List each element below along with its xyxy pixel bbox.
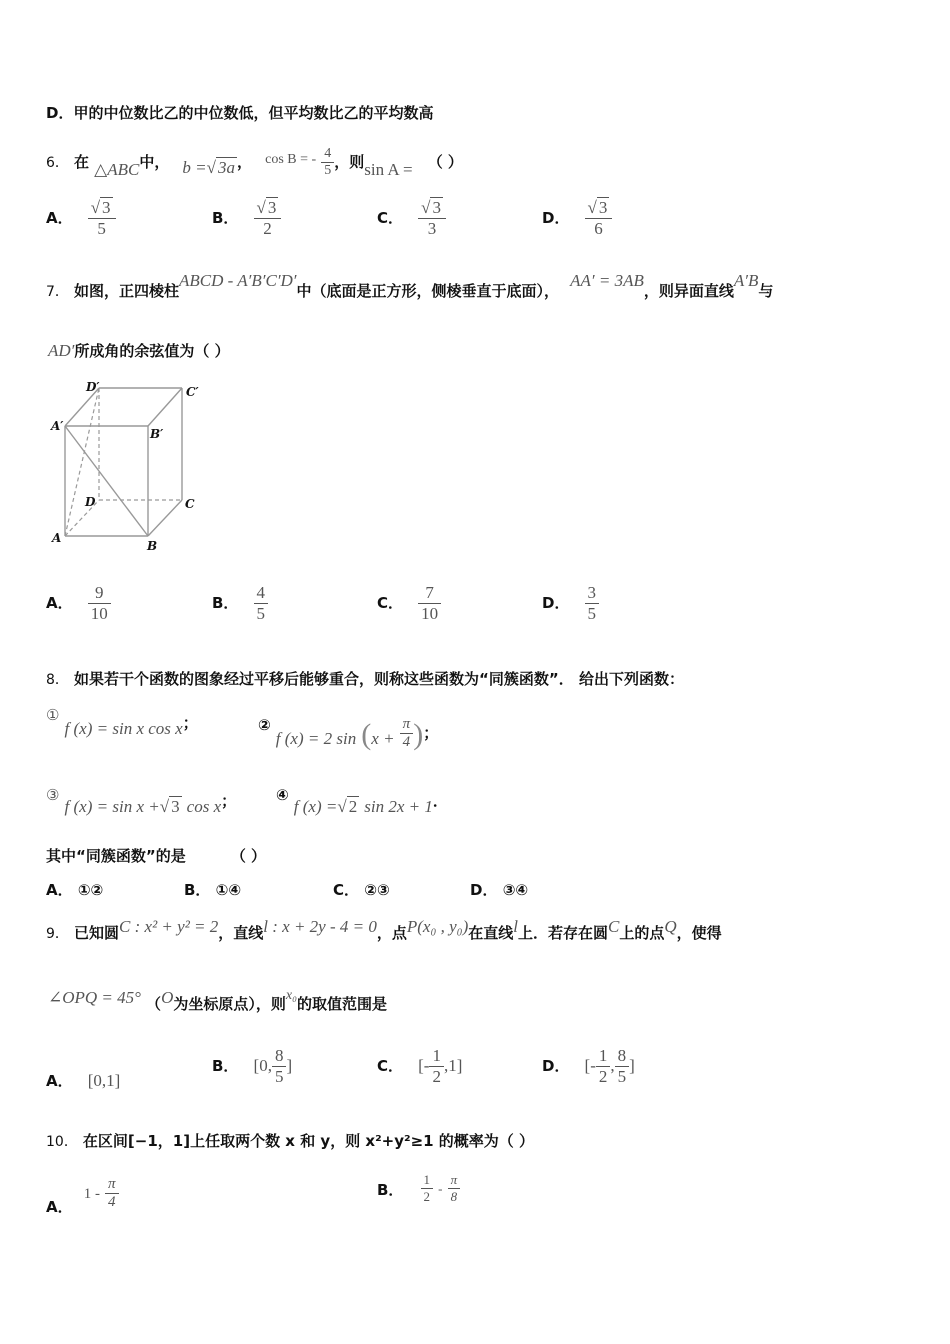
q9-option-b[interactable]: B． [0, $\frac{8}{5}$ ] <box>212 1046 293 1086</box>
q7-option-b[interactable]: B． $\frac{4}{5}$ <box>212 583 268 624</box>
label-b: B <box>147 539 158 553</box>
q9-option-a[interactable]: A． [0,1] <box>46 1071 121 1090</box>
q7-stem-line2: AD′所成角的余弦值为（ ） <box>48 341 230 360</box>
label-c1: C′ <box>186 385 199 399</box>
edge-bc <box>148 500 182 536</box>
q6-option-c[interactable]: C． $\frac{√ 3}{3}$ <box>377 198 446 239</box>
q8-option-d[interactable]: D． ③④ <box>470 881 529 899</box>
label-c: C <box>185 497 195 511</box>
prism-figure <box>46 378 216 556</box>
q9-stem-line1: 9． 已知圆C : x² + y² = 2，直线l : x + 2y - 4 = 0，点P(x₀ , y₀)在直线l上．若存在圆C上的点Q，使得 <box>46 917 722 942</box>
label-d: D <box>85 495 96 509</box>
q9-option-c[interactable]: C． [- $\frac{1}{2}$ ,1] <box>377 1046 463 1086</box>
q8-function-1: ① f (x) = sin x cos x； <box>46 708 198 738</box>
q8-question: 其中“同簇函数”的是 （ ） <box>46 847 267 865</box>
q6-option-d[interactable]: D． $\frac{√ 3}{6}$ <box>542 198 612 239</box>
q5-option-d: D．甲的中位数比乙的中位数低，但平均数比乙的平均数高 <box>46 104 434 122</box>
q8-option-a[interactable]: A． ①② <box>46 881 104 899</box>
q6-option-a[interactable]: A． $\frac{√ 3}{5}$ <box>46 198 116 239</box>
edge-c1b1 <box>148 388 182 426</box>
q6-stem: 6． 在 △ABC中， b =√ 3a ， cos B = - $\frac{4}{5}$ ，则sin A = （ ） <box>46 146 463 179</box>
q9-stem-line2: ∠OPQ = 45° （O为坐标原点），则x₀的取值范围是 <box>48 988 387 1013</box>
q7-stem-line1: 7． 如图，正四棱柱ABCD - A′B′C′D′中（底面是正方形，侧棱垂直于底面）， AA′ = 3AB，则异面直线A′B与 <box>46 271 774 300</box>
q10-option-a[interactable]: A． 1 - $\frac{\pi}{4}$ <box>46 1176 119 1211</box>
q6-option-b[interactable]: B． $\frac{√ 3}{2}$ <box>212 198 281 239</box>
q8-function-3: ③ f (x) = sin x +√ 3 cos x； <box>46 788 237 816</box>
segment-ad1-hidden <box>65 388 99 536</box>
q10-option-b[interactable]: B． $\frac{1}{2}$ - $\frac{\pi}{8}$ <box>377 1172 460 1205</box>
label-b1: B′ <box>150 427 164 441</box>
label-a: A <box>52 531 62 545</box>
q7-option-a[interactable]: A． $\frac{9}{10}$ <box>46 583 111 624</box>
q8-stem: 8． 如果若干个函数的图象经过平移后能够重合，则称这些函数为“同簇函数”． 给出下列函数： <box>46 670 684 688</box>
q8-function-2: ② f (x) = 2 sin (x + $\frac{\pi}{4}$ )； <box>258 716 439 751</box>
q8-function-4: ④ f (x) =√ 2 sin 2x + 1． <box>276 786 448 816</box>
q8-option-c[interactable]: C． ②③ <box>333 881 390 899</box>
q10-stem: 10． 在区间[−1，1]上任取两个数 x 和 y，则 x²+y²≥1 的概率为（ ） <box>46 1132 535 1150</box>
q7-option-d[interactable]: D． $\frac{3}{5}$ <box>542 583 599 624</box>
q8-option-b[interactable]: B． ①④ <box>184 881 242 899</box>
label-a1: A′ <box>51 419 64 433</box>
q9-option-d[interactable]: D． [- $\frac{1}{2}$ , $\frac{8}{5}$ ] <box>542 1046 635 1086</box>
q7-option-c[interactable]: C． $\frac{7}{10}$ <box>377 583 441 624</box>
label-d1: D′ <box>86 380 100 394</box>
